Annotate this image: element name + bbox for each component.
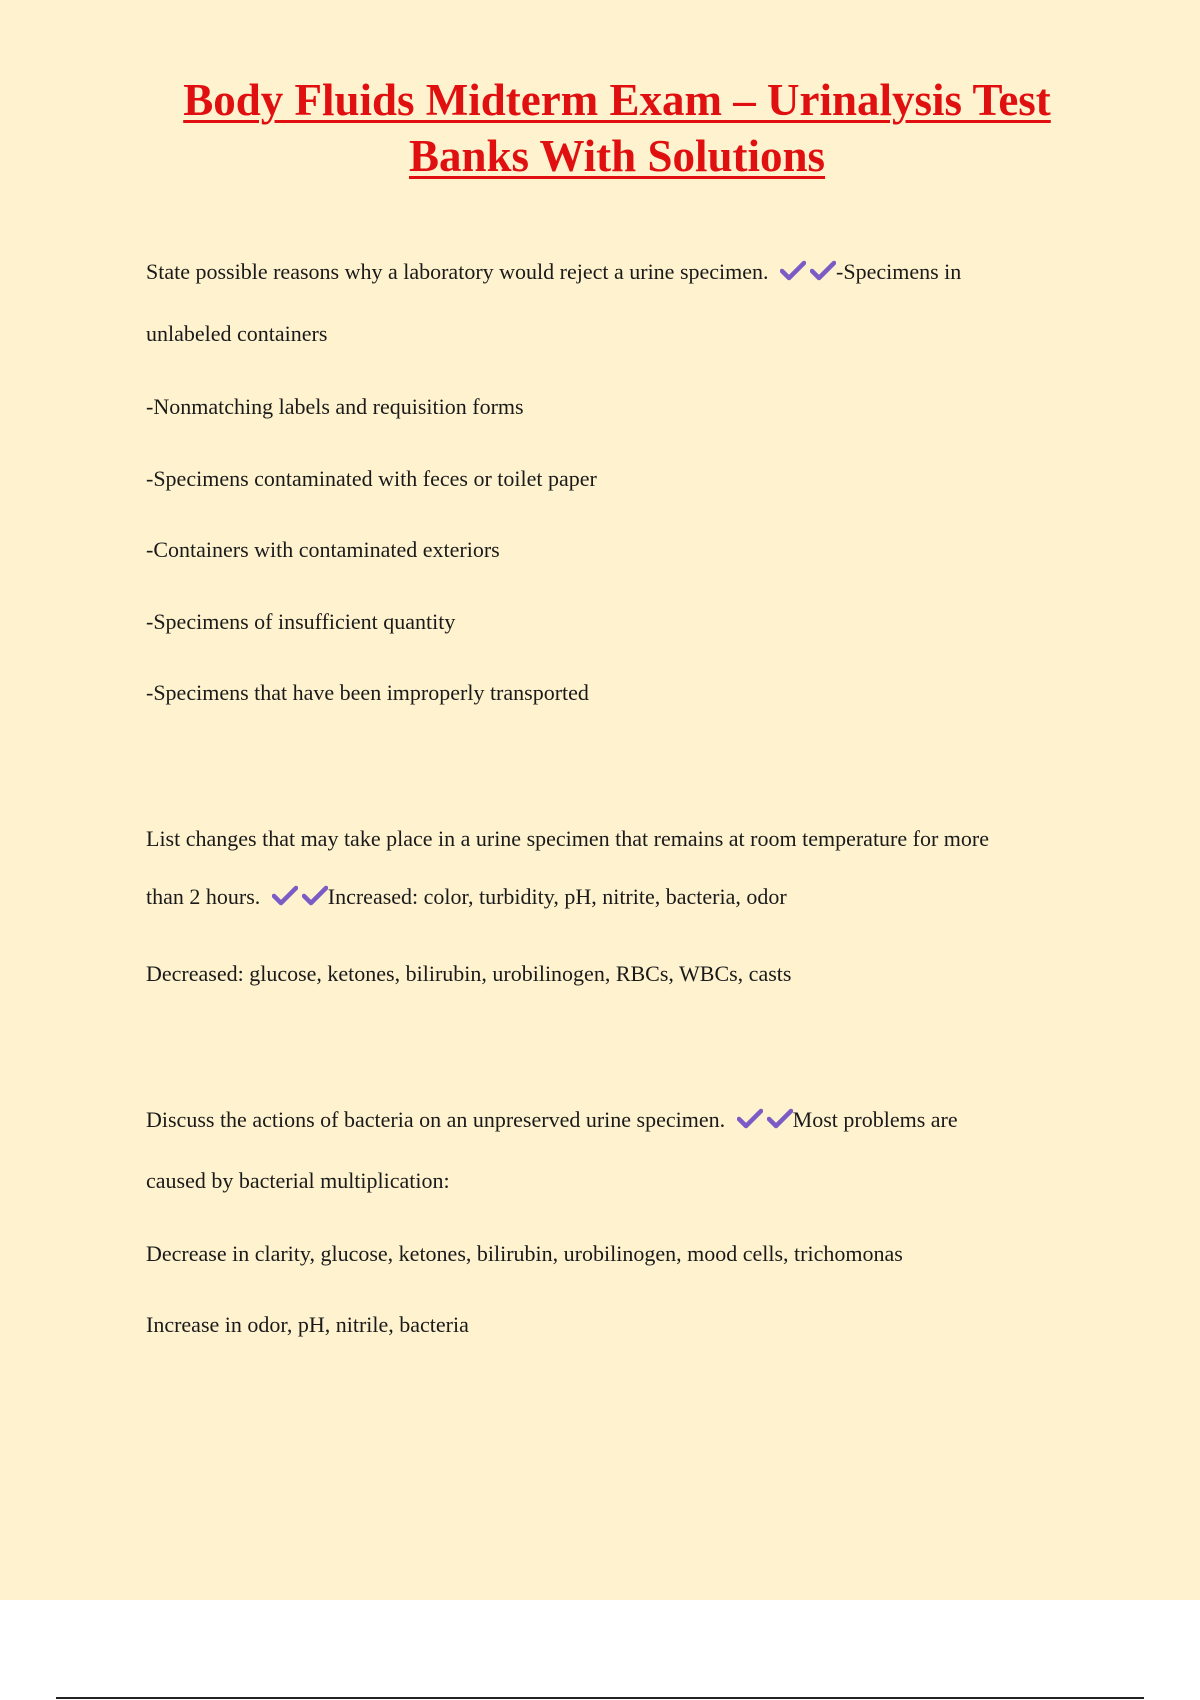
answer-1-line: -Containers with contaminated exteriors bbox=[146, 537, 500, 562]
question-2-text: than 2 hours. bbox=[146, 884, 261, 909]
checkmark-icon bbox=[302, 885, 328, 907]
answer-3-start: Most problems are bbox=[792, 1107, 958, 1132]
answer-1-line: unlabeled containers bbox=[146, 321, 328, 346]
question-1-text: State possible reasons why a laboratory would reject a urine specimen. bbox=[146, 259, 769, 284]
answer-1-line: -Specimens contaminated with feces or toilet paper bbox=[146, 466, 597, 491]
question-3-text: Discuss the actions of bacteria on an unpreserved urine specimen. bbox=[146, 1107, 726, 1132]
answer-1-line: -Specimens of insufficient quantity bbox=[146, 609, 456, 634]
checkmark-icon bbox=[767, 1108, 793, 1130]
question-2-line-1: List changes that may take place in a urine specimen that remains at room temperature for more bbox=[146, 826, 990, 851]
checkmark-icon bbox=[272, 885, 298, 907]
question-2 bbox=[146, 883, 787, 911]
footer-divider bbox=[56, 1697, 1144, 1699]
answer-1-line: -Nonmatching labels and requisition forms bbox=[146, 394, 524, 419]
answer-3-line: Increase in odor, pH, nitrile, bacteria bbox=[146, 1312, 469, 1337]
question-3 bbox=[146, 1106, 958, 1134]
answer-1-line: -Specimens that have been improperly transported bbox=[146, 680, 589, 705]
checkmark-icon bbox=[810, 260, 836, 282]
answer-3-line: caused by bacterial multiplication: bbox=[146, 1168, 450, 1193]
answer-1-start: -Specimens in bbox=[836, 259, 962, 284]
answer-2-line: Decreased: glucose, ketones, bilirubin, urobilinogen, RBCs, WBCs, casts bbox=[146, 961, 792, 986]
title-line-2: Banks With Solutions bbox=[408, 131, 826, 181]
title-line-1: Body Fluids Midterm Exam – Urinalysis Test bbox=[183, 75, 1051, 125]
question-1 bbox=[146, 258, 961, 286]
answer-3-line: Decrease in clarity, glucose, ketones, bilirubin, urobilinogen, mood cells, trichomonas bbox=[146, 1241, 903, 1266]
answer-2-start: Increased: color, turbidity, pH, nitrite, bacteria, odor bbox=[327, 884, 787, 909]
checkmark-icon bbox=[737, 1108, 763, 1130]
page-title bbox=[100, 72, 1134, 184]
checkmark-icon bbox=[780, 260, 806, 282]
